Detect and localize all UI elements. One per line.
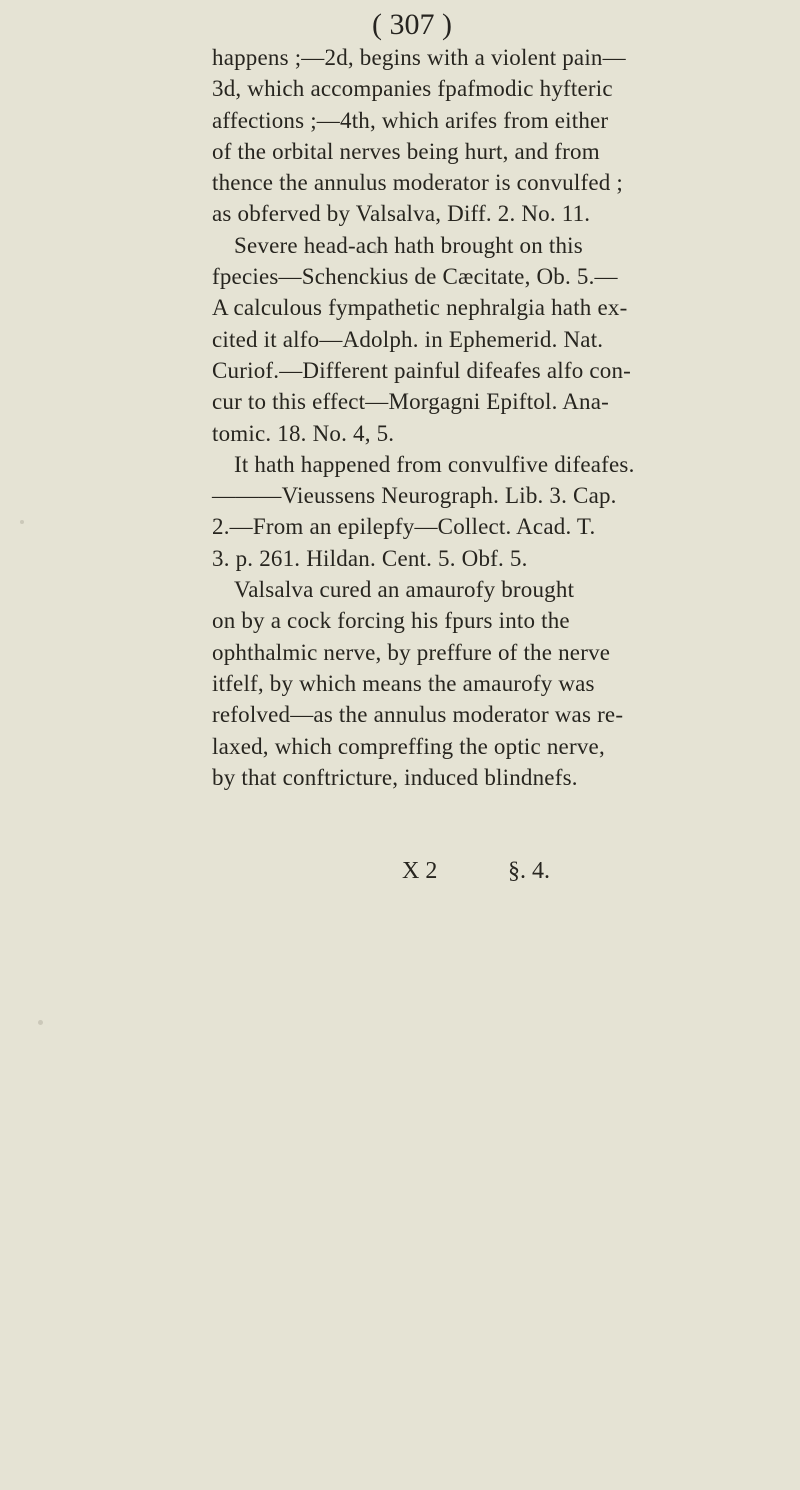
text-line: 3. p. 261. Hildan. Cent. 5. Obf. 5.	[212, 545, 528, 571]
text-line: 3d, which accompanies fpafmodic hyfteric	[212, 76, 613, 102]
text-line: on by a cock forcing his fpurs into the	[212, 608, 570, 634]
text-line: refolved—as the annulus moderator was re-	[212, 702, 624, 728]
text-line: cited it alfo—Adolph. in Ephemerid. Nat.	[212, 326, 604, 352]
text-line: ophthalmic nerve, by preffure of the nerve	[212, 639, 611, 665]
text-line: by that conftricture, induced blindnefs.	[212, 764, 578, 790]
body-text	[212, 42, 662, 793]
text-line: 2.—From an epilepfy—Collect. Acad. T.	[212, 514, 596, 540]
signature-mark: X 2	[402, 858, 438, 884]
text-line: happens ;—2d, begins with a violent pain—	[212, 45, 626, 70]
paper-spot	[20, 520, 24, 524]
page-number: ( 307 )	[372, 8, 452, 41]
text-line: affections ;—4th, which arifes from either	[212, 107, 609, 133]
text-line: laxed, which compreffing the optic nerve,	[212, 733, 605, 759]
text-line: thence the annulus moderator is convulfed ;	[212, 170, 623, 196]
text-line: A calculous fympathetic nephralgia hath ex-	[212, 295, 628, 321]
paper-spot	[38, 1020, 43, 1025]
text-line: Valsalva cured an amaurofy brought	[234, 577, 575, 603]
text-line: of the orbital nerves being hurt, and from	[212, 138, 600, 164]
text-line: Severe head-ach hath brought on this	[234, 232, 583, 258]
text-line: ———Vieussens Neurograph. Lib. 3. Cap.	[212, 483, 617, 509]
text-line: itfelf, by which means the amaurofy was	[212, 670, 595, 696]
text-line: as obferved by Valsalva, Diff. 2. No. 11.	[212, 201, 591, 227]
catchword: §. 4.	[508, 858, 550, 884]
text-line: It hath happened from convulfive difeafes.	[234, 451, 635, 477]
text-line: cur to this effect—Morgagni Epiftol. Ana-	[212, 389, 609, 415]
text-line: fpecies—Schenckius de Cæcitate, Ob. 5.—	[212, 264, 618, 290]
text-line: tomic. 18. No. 4, 5.	[212, 420, 395, 446]
text-line: Curiof.—Different painful difeafes alfo con-	[212, 357, 632, 383]
